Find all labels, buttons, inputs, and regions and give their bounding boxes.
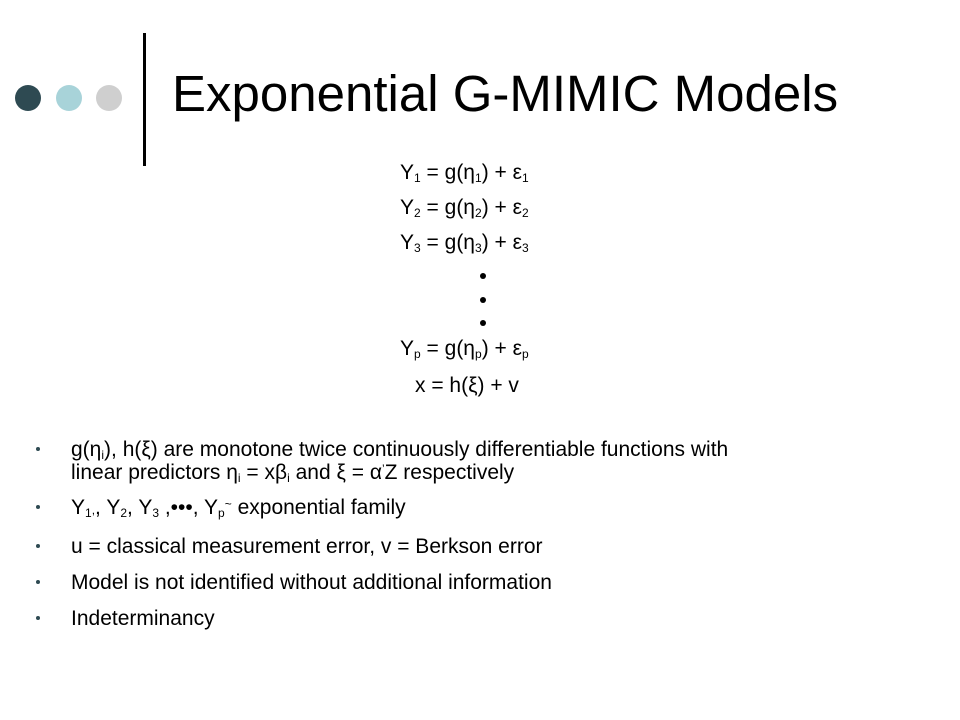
bullet-marker-icon xyxy=(36,447,40,451)
slide-title: Exponential G-MIMIC Models xyxy=(172,65,839,122)
equation-3: $Y_3 = g(\eta_3) + \varepsilon_3$ xyxy=(400,231,529,255)
bullet-item: $g(\eta_i)$, h(ξ) are monotone twice continuously differentiable functions with linear predictors $\eta_i = x\beta_i$ and ξ = α’Z respectively xyxy=(36,438,916,484)
bullet-marker-icon xyxy=(36,544,40,548)
bullet-marker-icon xyxy=(36,505,40,509)
bullet-item: Indeterminancy xyxy=(36,607,916,630)
bullet-list xyxy=(36,438,916,630)
bullet-marker-icon xyxy=(36,580,40,584)
bullet-item: Model is not identified without additional information xyxy=(36,571,916,594)
bullet-item: u = classical measurement error, v = Berkson error xyxy=(36,535,916,558)
decorative-dot-dark xyxy=(15,85,41,111)
ellipsis-dot xyxy=(480,320,486,326)
ellipsis-dot xyxy=(480,297,486,303)
bullet-item: $Y_1$,, $Y_2$, $Y_3$ ,•••, $Y_p^\sim$ exponential family xyxy=(36,496,916,522)
bullet-marker-icon xyxy=(36,616,40,620)
title-divider-line xyxy=(143,33,146,166)
equation-p: $Y_p = g(\eta_p) + \varepsilon_p$ xyxy=(400,337,529,361)
decorative-dot-gray xyxy=(96,85,122,111)
equation-2: $Y_2 = g(\eta_2) + \varepsilon_2$ xyxy=(400,196,529,220)
ellipsis-dot xyxy=(480,273,486,279)
decorative-dot-teal xyxy=(56,85,82,111)
equation-x: x = h(ξ) + v xyxy=(415,374,519,397)
equation-1: $Y_1 = g(\eta_1) + \varepsilon_1$ xyxy=(400,161,529,185)
